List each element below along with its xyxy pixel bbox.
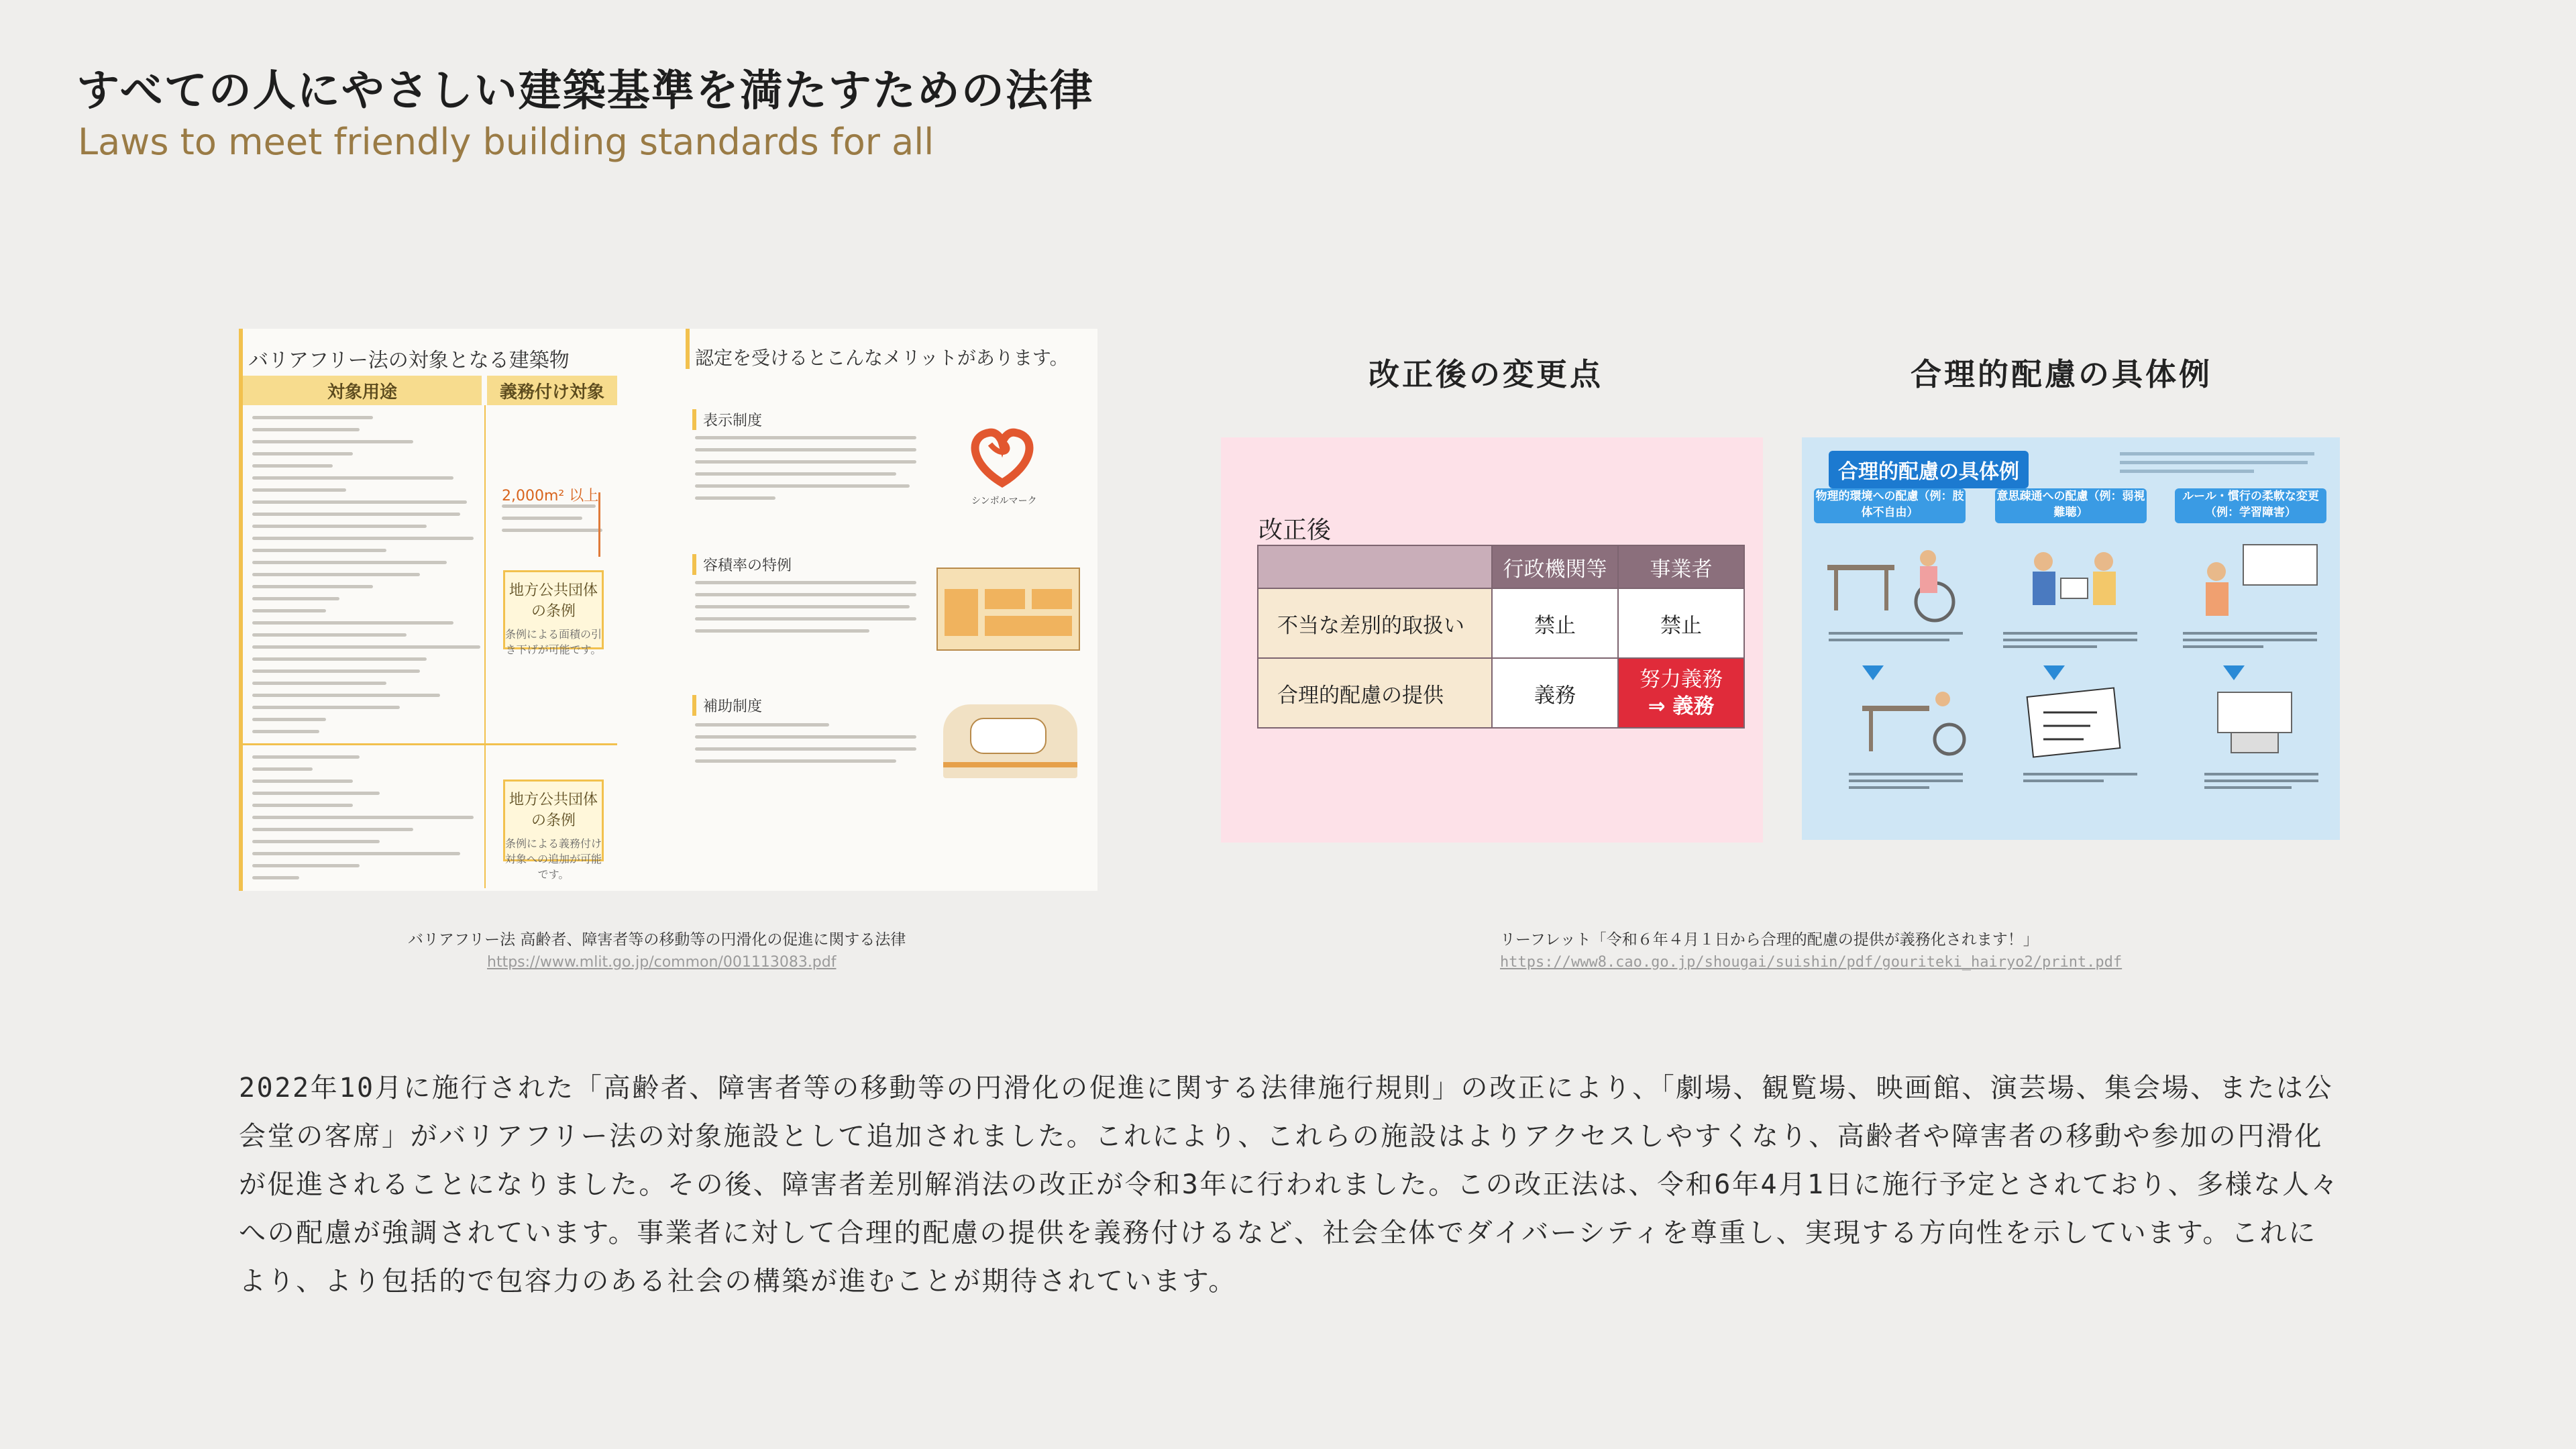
table-header-row — [1258, 545, 1744, 588]
doc-text-line — [252, 428, 360, 431]
row-label-discrimination: 不当な差別的取扱い — [1258, 588, 1492, 658]
doc-text-line — [252, 452, 353, 455]
doc-text-line — [252, 657, 427, 661]
doc-text-line — [695, 581, 916, 584]
changes-table — [1257, 545, 1745, 729]
doc-text-line — [252, 476, 453, 480]
doc-text-line — [252, 488, 346, 492]
leaflet-text-5 — [2023, 773, 2137, 782]
doc-text-line — [252, 585, 373, 588]
doc-text-line — [252, 755, 360, 759]
doc-text-line — [695, 496, 775, 500]
communication-icon — [2003, 538, 2144, 625]
doc-text-line — [695, 448, 916, 451]
down-arrow-icon — [2043, 665, 2065, 680]
cell-biz-accommodation — [1618, 658, 1744, 728]
doc-text-line — [252, 792, 380, 795]
doc-text-line — [252, 876, 299, 879]
doc-text-line — [502, 517, 582, 520]
page-subtitle: Laws to meet friendly building standards for all — [78, 121, 934, 163]
col-header-business: 事業者 — [1618, 545, 1744, 588]
doc-box-sub: 条例による義務付け対象への追加が可能です。 — [505, 837, 602, 881]
doc-accent-bar — [239, 329, 243, 891]
doc-text-line — [252, 537, 474, 540]
doc-box-sub: 条例による面積の引き下げが可能です。 — [505, 628, 602, 656]
examples-heading: 合理的配慮の具体例 — [1911, 356, 2212, 392]
doc-text-line — [252, 549, 386, 552]
page-title: すべての人にやさしい建築基準を満たすための法律 — [76, 66, 1094, 116]
doc-area-note: 2,000m² 以上 — [502, 488, 599, 504]
cell-biz-line2: ⇒ 義務 — [1648, 694, 1715, 718]
doc-section-floor-ratio: 容積率の特例 — [692, 554, 792, 575]
doc-col-obligation: 義務付け対象 — [487, 376, 617, 405]
barrier-free-link[interactable]: https://www.mlit.go.jp/common/001113083.pdf — [487, 954, 837, 971]
subsidy-illustration — [943, 704, 1077, 778]
row-label-accommodation: 合理的配慮の提供 — [1258, 658, 1492, 728]
symbol-mark-label: シンボルマーク — [971, 496, 1037, 506]
leaflet-text-2 — [2003, 632, 2151, 648]
leaflet-title: 合理的配慮の具体例 — [1829, 451, 2029, 488]
doc-ordinance-box-2 — [503, 780, 604, 881]
wheelchair-restaurant-icon — [1821, 538, 1968, 625]
cell-biz-discrimination: 禁止 — [1618, 588, 1744, 658]
doc-text-line — [502, 504, 596, 508]
doc-right-heading: 認定を受けるとこんなメリットがあります。 — [695, 347, 1069, 369]
doc-text-line — [695, 472, 896, 476]
doc-text-line — [252, 573, 420, 576]
doc-text-line — [502, 529, 602, 532]
doc-section-display: 表示制度 — [692, 409, 762, 430]
doc-text-line — [252, 694, 440, 697]
floor-plan-diagram — [936, 568, 1080, 651]
doc-col-use: 対象用途 — [243, 376, 482, 405]
doc-text-line — [695, 617, 916, 621]
doc-box-title: 地方公共団体の条例 — [508, 582, 598, 620]
category-physical: 物理的環境への配慮（例：肢体不自由） — [1814, 488, 1966, 523]
doc-text-line — [252, 633, 407, 637]
table-row — [1258, 658, 1744, 728]
doc-box-title: 地方公共団体の条例 — [508, 792, 598, 829]
cell-biz-line1: 努力義務 — [1640, 667, 1723, 692]
body-paragraph: 2022年10月に施行された「高齢者、障害者等の移動等の円滑化の促進に関する法律施行規則」の改正により、「劇場、観覧場、映画館、演芸場、集会場、または公会堂の客席」がバリアフリー法の対象施設として追加されました。これにより、これらの施設はよりアクセスしやすくなり、高齢者や障害者の移動や参加の円滑化が促進されることになりました。その後、障害者差別解消法の改正が令和3年に行われました。この改正法は、令和6年4月1日に施行予定とされており、多様な人々への配慮が強調されています。事業者に対して合理的配慮の提供を義務付けるなど、社会全体でダイバーシティを尊重し、実現する方向性を示しています。これにより、より包括的で包容力のある社会の構築が進むことが期待されています。 — [239, 1073, 2340, 1297]
doc-text-line — [252, 767, 313, 771]
down-arrow-icon — [1862, 665, 1884, 680]
seminar-icon — [2183, 538, 2324, 625]
col-header-government: 行政機関等 — [1492, 545, 1618, 588]
leaflet-text-6 — [2204, 773, 2318, 789]
doc-text-line — [252, 597, 339, 600]
doc-text-line — [252, 682, 386, 685]
doc-text-line — [695, 629, 869, 633]
tablet-whiteboard-icon — [2204, 686, 2318, 759]
doc-text-line — [695, 747, 916, 751]
doc-divider — [243, 743, 617, 745]
doc-text-line — [695, 605, 910, 608]
doc-accent-bar — [686, 329, 690, 369]
doc-text-line — [252, 816, 474, 819]
leaflet-text-1 — [1829, 632, 1976, 641]
doc-heading: バリアフリー法の対象となる建築物 — [248, 349, 570, 372]
doc-section-subsidy: 補助制度 — [692, 695, 762, 716]
changes-heading: 改正後の変更点 — [1368, 356, 1603, 392]
doc-text-line — [695, 436, 916, 439]
doc-text-line — [695, 723, 829, 727]
doc-text-line — [252, 852, 460, 855]
doc-text-line — [252, 840, 380, 843]
doc-text-line — [252, 464, 333, 468]
doc-text-line — [252, 525, 427, 528]
doc-divider — [484, 405, 486, 888]
table-row — [1258, 588, 1744, 658]
cell-gov-accommodation: 義務 — [1492, 658, 1618, 728]
doc-text-line — [252, 804, 353, 807]
leaflet-text-4 — [1849, 773, 1963, 789]
doc-text-line — [695, 735, 916, 739]
doc-text-line — [252, 718, 326, 721]
doc-text-line — [252, 828, 413, 831]
doc-text-line — [695, 593, 916, 596]
leaflet-caption: リーフレット「令和６年４月１日から合理的配慮の提供が義務化されます！」 — [1500, 931, 2039, 949]
doc-ordinance-box-1 — [503, 570, 604, 656]
doc-text-line — [252, 621, 453, 625]
doc-text-line — [252, 609, 326, 612]
changes-panel — [1221, 437, 1763, 843]
table-corner-cell — [1258, 545, 1492, 588]
cell-gov-discrimination: 禁止 — [1492, 588, 1618, 658]
doc-text-line — [252, 440, 413, 443]
handwritten-note-icon — [2023, 686, 2131, 759]
down-arrow-icon — [2223, 665, 2245, 680]
barrier-free-caption: バリアフリー法 高齢者、障害者等の移動等の円滑化の促進に関する法律 — [408, 931, 906, 949]
doc-text-line — [252, 416, 373, 419]
accessible-seating-icon — [1842, 686, 1976, 759]
doc-text-line — [695, 759, 896, 763]
category-rules: ルール・慣行の柔軟な変更（例：学習障害） — [2175, 488, 2326, 523]
barrier-free-document-image — [239, 329, 1097, 891]
leaflet-text-3 — [2183, 632, 2330, 648]
doc-text-line — [252, 513, 460, 516]
doc-text-line — [252, 645, 480, 649]
leaflet-link[interactable]: https://www8.cao.go.jp/shougai/suishin/pdf/gouriteki_hairyo2/print.pdf — [1500, 954, 2123, 971]
doc-text-line — [252, 780, 353, 783]
after-revision-label: 改正後 — [1258, 517, 1332, 544]
reasonable-accommodation-leaflet-image — [1802, 437, 2340, 840]
doc-text-line — [252, 706, 400, 709]
doc-text-line — [252, 561, 447, 564]
doc-text-line — [695, 460, 916, 464]
doc-arrow — [598, 492, 600, 557]
symbol-mark-icon — [962, 423, 1042, 490]
doc-text-line — [252, 864, 360, 867]
doc-text-line — [695, 484, 910, 488]
leaflet-note — [2120, 452, 2321, 473]
category-communication: 意思疎通への配慮（例：弱視難聴） — [1995, 488, 2147, 523]
doc-text-line — [252, 669, 420, 673]
doc-text-line — [252, 730, 319, 733]
doc-text-line — [252, 500, 467, 504]
